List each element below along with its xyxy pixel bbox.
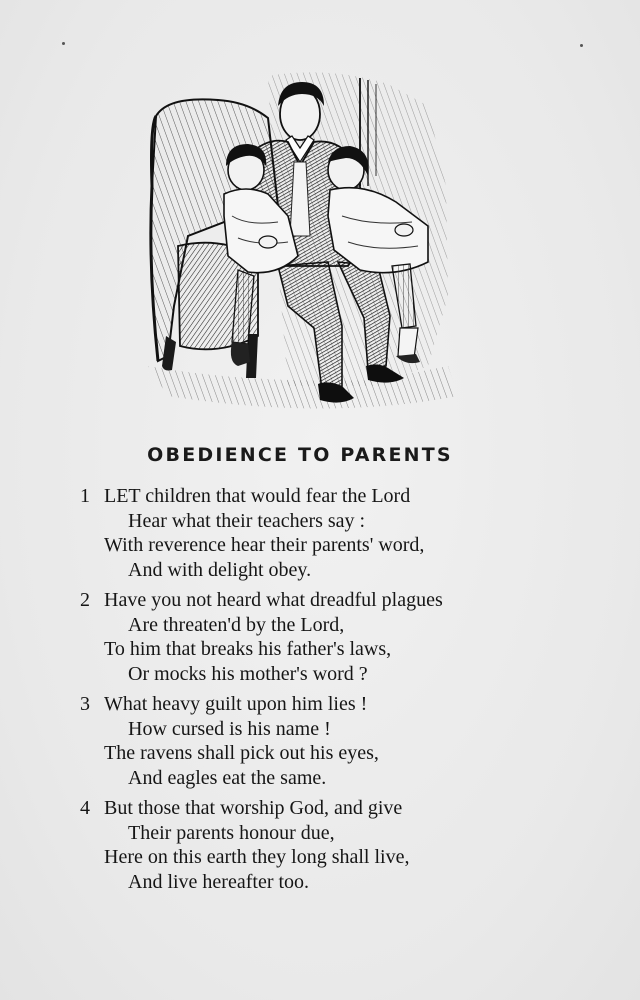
stanza-line xyxy=(0,613,640,638)
stanza-1 xyxy=(0,484,640,582)
verse-line: With reverence hear their parents' word, xyxy=(104,534,425,556)
verse-line: How cursed is his name ! xyxy=(128,717,331,740)
stanza-line xyxy=(0,533,640,558)
page-title: OBEDIENCE TO PARENTS xyxy=(147,444,453,466)
verse-line: But those that worship God, and give xyxy=(104,797,403,819)
stanza-line xyxy=(0,741,640,766)
stanza-line xyxy=(0,870,640,895)
stanza-line xyxy=(0,821,640,846)
verse-line: And eagles eat the same. xyxy=(128,766,327,789)
verse-line: To him that breaks his father's laws, xyxy=(104,638,392,660)
hymn-text xyxy=(0,484,640,900)
verse-line: What heavy guilt upon him lies ! xyxy=(104,693,368,715)
stanza-number: 2 xyxy=(80,589,90,611)
stanza-line xyxy=(0,692,640,717)
verse-line: Their parents honour due, xyxy=(128,821,335,844)
stanza-number: 4 xyxy=(80,797,90,819)
engraving-illustration xyxy=(128,66,468,431)
stanza-line xyxy=(0,509,640,534)
stanza-3 xyxy=(0,692,640,790)
verse-line: Are threaten'd by the Lord, xyxy=(128,613,345,636)
ink-speck xyxy=(580,44,583,47)
verse-line: Or mocks his mother's word ? xyxy=(128,662,368,685)
verse-line: And live hereafter too. xyxy=(128,870,310,893)
stanza-line xyxy=(0,558,640,583)
verse-line: And with delight obey. xyxy=(128,558,312,581)
stanza-line xyxy=(0,588,640,613)
verse-line: LET children that would fear the Lord xyxy=(104,485,411,507)
stanza-line xyxy=(0,484,640,509)
stanza-number: 1 xyxy=(80,485,90,507)
verse-line: Have you not heard what dreadful plagues xyxy=(104,589,443,611)
verse-line: Here on this earth they long shall live, xyxy=(104,846,410,868)
stanza-2 xyxy=(0,588,640,686)
stanza-4 xyxy=(0,796,640,894)
stanza-number: 3 xyxy=(80,693,90,715)
verse-line: The ravens shall pick out his eyes, xyxy=(104,742,379,764)
stanza-line xyxy=(0,845,640,870)
verse-line: Hear what their teachers say : xyxy=(128,509,366,532)
stanza-line xyxy=(0,717,640,742)
ink-speck xyxy=(62,42,65,45)
stanza-line xyxy=(0,662,640,687)
stanza-line xyxy=(0,796,640,821)
stanza-line xyxy=(0,766,640,791)
stanza-line xyxy=(0,637,640,662)
